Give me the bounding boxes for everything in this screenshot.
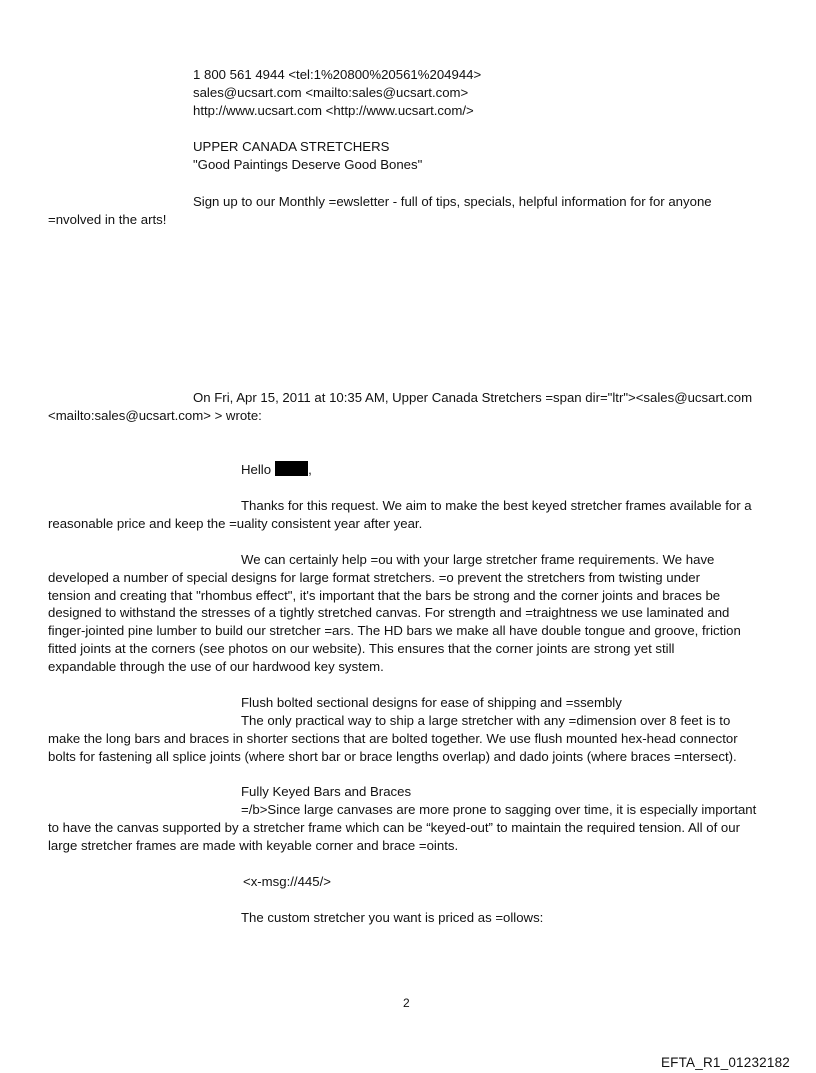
newsletter-line-2: =nvolved in the arts! [48,212,167,227]
redaction-box [275,461,308,476]
quote-header-line-1: On Fri, Apr 15, 2011 at 10:35 AM, Upper Canada Stretchers =span dir="ltr"><sales@ucsart.com [193,390,753,405]
greeting-punct: , [308,462,312,477]
paragraph-2-line: tension and creating that "rhombus effect", it's important that the bars be strong and the corner joints and braces be [48,588,721,603]
newsletter-line-1: Sign up to our Monthly =ewsletter - full of tips, specials, helpful information for for anyone [193,194,712,209]
paragraph-2-line: finger-jointed pine lumber to build our stretcher =ars. The HD bars we make all have double tongue and groove, friction [48,623,741,638]
signature-website: http://www.ucsart.com <http://www.ucsart.com/> [193,103,474,118]
quote-header-line-2: <mailto:sales@ucsart.com> > wrote: [48,408,262,423]
paragraph-3-line: The only practical way to ship a large stretcher with any =dimension over 8 feet is to [241,713,731,728]
signature-phone: 1 800 561 4944 <tel:1%20800%20561%204944> [193,67,482,82]
pricing-line: The custom stretcher you want is priced as =ollows: [241,910,544,925]
paragraph-2-line: We can certainly help =ou with your large stretcher frame requirements. We have [241,552,715,567]
greeting [241,461,312,479]
paragraph-4-line: large stretcher frames are made with keyable corner and brace =oints. [48,838,459,853]
signature-email: sales@ucsart.com <mailto:sales@ucsart.com> [193,85,469,100]
paragraph-3-line: bolts for fastening all splice joints (where short bar or brace lengths overlap) and dado joints (where braces =ntersect). [48,749,737,764]
paragraph-2-line: developed a number of special designs for large format stretchers. =o prevent the stretchers from twisting under [48,570,701,585]
paragraph-2-line: fitted joints at the corners (see photos on our website). This ensures that the corner joints are strong yet still [48,641,675,656]
section-heading-keyed: Fully Keyed Bars and Braces [241,784,412,799]
bates-number: EFTA_R1_01232182 [660,1055,790,1070]
paragraph-2-line: designed to withstand the stresses of a tightly stretched canvas. For strength and =traightness we use laminated and [48,605,730,620]
paragraph-3-line: make the long bars and braces in shorter sections that are bolted together. We use flush mounted hex-head connector [48,731,738,746]
paragraph-1-line: Thanks for this request. We aim to make the best keyed stretcher frames available for a [241,498,752,513]
x-msg-link[interactable]: <x-msg://445/> [243,874,331,889]
paragraph-4-line: =/b>Since large canvases are more prone to sagging over time, it is especially important [241,802,757,817]
section-heading-sectional: Flush bolted sectional designs for ease of shipping and =ssembly [241,695,622,710]
paragraph-1-line: reasonable price and keep the =uality consistent year after year. [48,516,423,531]
greeting-text: Hello [241,462,272,477]
paragraph-4-line: to have the canvas supported by a stretcher frame which can be “keyed-out” to maintain the required tension. All of our [48,820,740,835]
page-number: 2 [403,996,410,1010]
signature-company: UPPER CANADA STRETCHERS [193,139,390,154]
signature-tagline: "Good Paintings Deserve Good Bones" [193,157,423,172]
paragraph-2-line: expandable through the use of our hardwood key system. [48,659,384,674]
